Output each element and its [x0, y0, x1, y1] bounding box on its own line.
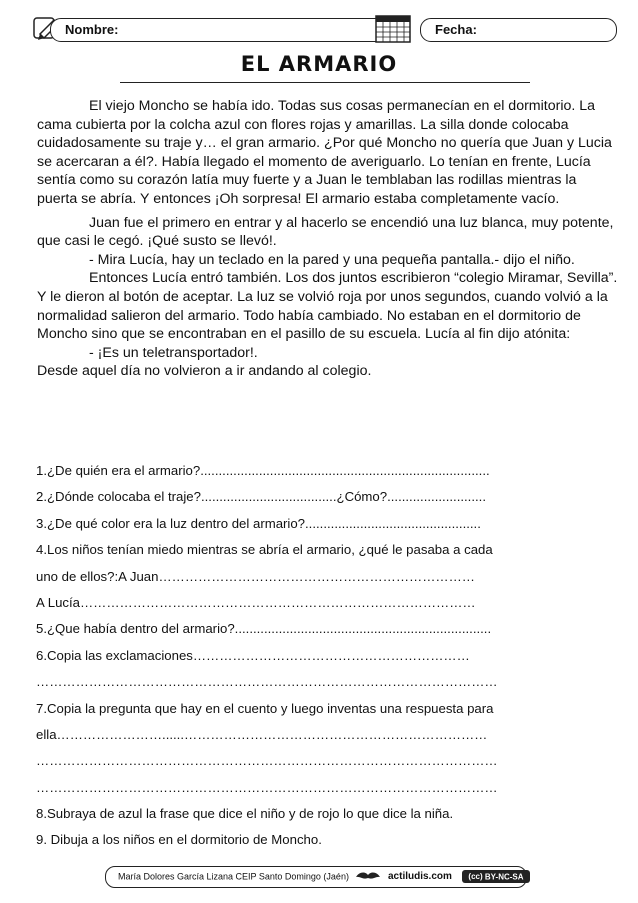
- question-line[interactable]: 6.Copia las exclamaciones………………………………………………………: [36, 647, 470, 663]
- story-paragraph: Desde aquel día no volvieron a ir andando al colegio.: [37, 363, 372, 380]
- question-line[interactable]: uno de ellos?:A Juan………………………………………………………………: [36, 568, 475, 584]
- calendar-icon: [372, 12, 414, 44]
- question-line: 9. Dibuja a los niños en el dormitorio de Moncho.: [36, 832, 322, 848]
- date-label: Fecha:: [435, 22, 477, 37]
- license-label: BY-NC-SA: [484, 872, 524, 882]
- date-field[interactable]: [420, 18, 617, 42]
- question-line[interactable]: 2.¿Dónde colocaba el traje?.....................................¿Cómo?...........................: [36, 489, 487, 505]
- story-paragraph: - ¡Es un teletransportador!.: [89, 344, 258, 361]
- story-text: [37, 97, 619, 381]
- story-paragraph: El viejo Moncho se había ido. Todas sus cosas permanecían en el dormitorio. La cama cubierta por la colcha azul con flores rojas y amarillas. La silla donde colocaba cuidadosamente su traje y… el gran armario. ¿Por qué Moncho no quería que Juan y Lucia se acercaran a él?. Había llegado el momento de averiguarlo. Lo tenían en frente, Lucía sentía como su corazón latía muy fuerte y a Juan le temblaban las rodillas mientras la puerta se abría. Y entonces ¡Oh sorpresa! El armario estaba completamente vacío.: [37, 98, 612, 207]
- story-title: EL ARMARIO: [240, 52, 398, 76]
- answer-line[interactable]: ……………………………………………………………………………………………: [36, 753, 498, 769]
- question-line[interactable]: 1.¿De quién era el armario?...............................................................................: [36, 463, 490, 478]
- story-paragraph: - Mira Lucía, hay un teclado en la pared y una pequeña pantalla.- dijo el niño.: [89, 251, 575, 268]
- title-underline: [120, 82, 530, 83]
- question-line[interactable]: ella……………………......……………………………………………………………: [36, 726, 488, 742]
- question-line[interactable]: 5.¿Que había dentro del armario?......................................................................: [36, 621, 492, 637]
- questions-list: [36, 458, 616, 854]
- name-label: Nombre:: [65, 22, 119, 37]
- name-field[interactable]: [50, 18, 392, 42]
- story-paragraph: Entonces Lucía entró también. Los dos juntos escribieron “colegio Miramar, Sevilla”. Y le dieron al botón de aceptar. La luz se volvió roja por unos segundos, cuando volvió a la normalidad salieron del armario. Todo había cambiado. No estaban en el dormitorio de Moncho sino que se encontraban en el pasillo de su escuela. Lucía al fin dijo atónita:: [37, 270, 618, 343]
- question-line: 7.Copia la pregunta que hay en el cuento y luego inventas una respuesta para: [36, 700, 494, 716]
- question-line: 4.Los niños tenían miedo mientras se abría el armario, ¿qué le pasaba a cada: [36, 542, 493, 558]
- footer-site: actiludis.com: [387, 871, 452, 883]
- answer-line[interactable]: ……………………………………………………………………………………………: [36, 674, 498, 690]
- mustache-logo-icon: [355, 871, 381, 883]
- answer-line[interactable]: ……………………………………………………………………………………………: [36, 779, 498, 795]
- footer-author: María Dolores García Lizana CEIP Santo Domingo (Jaén): [118, 871, 349, 882]
- cc-license-badge: (cc) BY-NC-SA: [462, 870, 529, 883]
- footer: [118, 870, 524, 883]
- worksheet-header: [30, 12, 615, 46]
- question-line[interactable]: A Lucía………………………………………………………………………………: [36, 594, 476, 610]
- question-line[interactable]: 3.¿De qué color era la luz dentro del armario?................................................: [36, 515, 481, 531]
- story-paragraph: Juan fue el primero en entrar y al hacerlo se encendió una luz blanca, muy potente, que casi le cegó. ¡Qué susto se llevó!.: [37, 214, 614, 250]
- question-line: 8.Subraya de azul la frase que dice el niño y de rojo lo que dice la niña.: [36, 806, 454, 822]
